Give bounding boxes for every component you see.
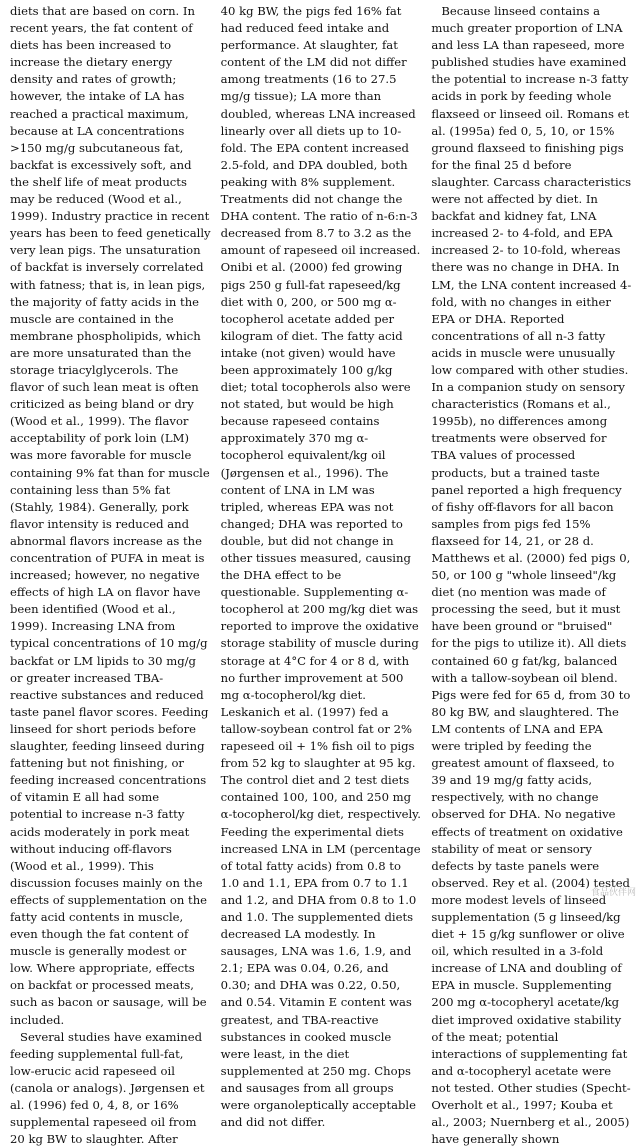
text-column-2: [220, 3, 422, 1130]
paragraph: Because linseed contains a much greater proportion of LNA and less LA than rapeseed, more published studies have examined the potential to increase n-3 fatty acids in pork by feeding whole flaxseed or linseed oil. Romans et al. (1995a) fed 0, 5, 10, or 15% ground flaxseed to finishing pigs for the final 25 d before slaughter. Carcass characteristics were not affected by diet. In backfat and kidney fat, LNA increased 2- to 4-fold, and EPA increased 2- to 10-fold, whereas there was no change in DHA. In LM, the LNA content increased 4-fold, with no changes in either EPA or DHA. Reported concentrations of all n-3 fatty acids in muscle were unusually low compared with other studies. In a companion study on sensory characteristics (Romans et al., 1995b), no differences among treatments were observed for TBA values of processed products, but a trained taste panel reported a high frequency of fishy off-flavors for all bacon samples from pigs fed 15% flaxseed for 14, 21, or 28 d. Matthews et al. (2000) fed pigs 0, 50, or 100 g "whole linseed"/kg diet (no mention was made of processing the seed, but it must have been ground or "bruised" for the pigs to utilize it). All diets contained 60 g fat/kg, balanced with a tallow-soybean oil blend. Pigs were fed for 65 d, from 30 to 80 kg BW, and slaughtered. The LM contents of LNA and EPA were tripled by feeding the greatest amount of flaxseed, to 39 and 19 mg/g fatty acids, respectively, with no change observed for DHA. No negative effects of treatment on oxidative stability of meat or sensory defects by taste panels were observed. Rey et al. (2004) tested more modest levels of linseed supplementation (5 g linseed/kg diet + 15 g/kg sunflower or olive oil, which resulted in a 3-fold increase of LNA and doubling of EPA in muscle. Supplementing 200 mg α-tocopheryl acetate/kg diet improved oxidative stability of the meat; potential interactions of supplementing fat and α-tocopheryl acetate were not tested. Other studies (Specht-Overholt et al., 1997; Kouba et al., 2003; Nuernberg et al., 2005) have generally shown: [431, 4, 632, 1147]
watermark: 食品伙伴网: [590, 888, 636, 898]
paragraph: Several studies have examined feeding supplemental full-fat, low-erucic acid rapeseed oil (canola or analogs). Jørgensen et al. (1996) fed 0, 4, 8, or 16% supplemental rapeseed oil from 20 kg BW to slaughter. After: [10, 1029, 205, 1147]
paragraph: 40 kg BW, the pigs fed 16% fat had reduced feed intake and performance. At slaughter, fat content of the LM did not differ among treatments (16 to 27.5 mg/g tissue); LA more than doubled, whereas LNA increased linearly over all diets up to 10-fold. The EPA content increased 2.5-fold, and DPA doubled, both peaking with 8% supplement. Treatments did not change the DHA content. The ratio of n-6:n-3 decreased from 8.7 to 3.2 as the amount of rapeseed oil increased. Onibi et al. (2000) fed growing pigs 250 g full-fat rapeseed/kg diet with 0, 200, or 500 mg α-tocopherol acetate added per kilogram of diet. The fatty acid intake (not given) would have been approximately 100 g/kg diet; total tocopherols also were not stated, but would be high because rapeseed contains approximately 370 mg α-tocopherol equivalent/kg oil (Jørgensen et al., 1996). The content of LNA in LM was tripled, whereas EPA was not changed; DHA was reported to double, but did not change in other tissues measured, causing the DHA effect to be questionable. Supplementing α-tocopherol at 200 mg/kg diet was reported to improve the oxidative storage stability of muscle during storage at 4°C for 4 or 8 d, with no further improvement at 500 mg α-tocopherol/kg diet. Leskanich et al. (1997) fed a tallow-soybean control fat or 2% rapeseed oil + 1% fish oil to pigs from 52 kg to slaughter at 95 kg. The control diet and 2 test diets contained 100, 100, and 250 mg α-tocopherol/kg diet, respectively. Feeding the experimental diets increased LNA in LM (percentage of total fatty acids) from 0.8 to 1.0 and 1.1, EPA from 0.7 to 1.1 and 1.2, and DHA from 0.8 to 1.0 and 1.0. The supplemented diets decreased LA modestly. In sausages, LNA was 1.6, 1.9, and 2.1; EPA was 0.04, 0.26, and 0.30; and DHA was 0.22, 0.50, and 0.54. Vitamin E content was greatest, and TBA-reactive substances in cooked muscle were least, in the diet supplemented at 250 mg. Chops and sausages from all groups were organoleptically acceptable and did not differ.: [220, 4, 421, 1130]
text-column-3: [431, 3, 632, 1147]
article-page: [10, 3, 632, 1147]
paragraph: diets that are based on corn. In recent years, the fat content of diets has been increased to increase the dietary energy density and rates of growth; however, the intake of LA has reached a practical maximum, because at LA concentrations >150 mg/g subcutaneous fat, backfat is excessively soft, and the shelf life of meat products may be reduced (Wood et al., 1999). Industry practice in recent years has been to feed genetically very lean pigs. The unsaturation of backfat is inversely correlated with fatness; that is, in lean pigs, the majority of fatty acids in the muscle are contained in the membrane phospholipids, which are more unsaturated than the storage triacylglycerols. The flavor of such lean meat is often criticized as being bland or dry (Wood et al., 1999). The flavor acceptability of pork loin (LM) was more favorable for muscle containing 9% fat than for muscle containing less than 5% fat (Stahly, 1984). Generally, pork flavor intensity is reduced and abnormal flavors increase as the concentration of PUFA in meat is increased; however, no negative effects of high LA on flavor have been identified (Wood et al., 1999). Increasing LNA from typical concentrations of 10 mg/g backfat or LM lipids to 30 mg/g or greater increased TBA-reactive substances and reduced taste panel flavor scores. Feeding linseed for short periods before slaughter, feeding linseed during fattening but not finishing, or feeding increased concentrations of vitamin E all had some potential to increase n-3 fatty acids moderately in pork meat without inducing off-flavors (Wood et al., 1999). This discussion focuses mainly on the effects of supplementation on the fatty acid contents in muscle, even though the fat content of muscle is generally modest or low. Where appropriate, effects on backfat or processed meats, such as bacon or sausage, will be included.: [10, 4, 211, 1027]
text-column-1: [10, 3, 211, 1147]
